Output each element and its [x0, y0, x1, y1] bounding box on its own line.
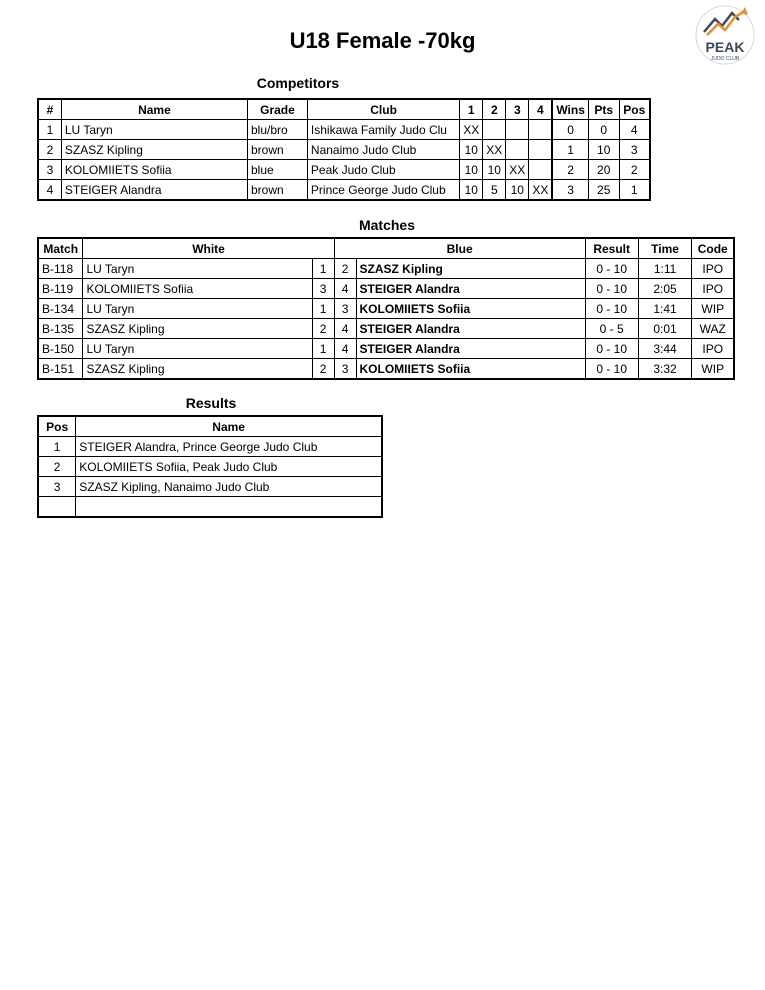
wins-cell: 1 — [552, 140, 588, 160]
score-cell: XX — [529, 180, 553, 201]
table-row — [38, 437, 382, 457]
col-header: Result — [585, 238, 638, 259]
match-id: B-135 — [38, 319, 83, 339]
competitors-table — [37, 98, 651, 201]
col-header: White — [83, 238, 334, 259]
competitors-heading: Competitors — [256, 75, 340, 91]
result-name — [76, 497, 382, 518]
result-position: 2 — [38, 457, 76, 477]
score-cell — [506, 140, 529, 160]
match-time: 3:32 — [638, 359, 692, 380]
result-name: SZASZ Kipling, Nanaimo Judo Club — [76, 477, 382, 497]
results-heading: Results — [185, 395, 237, 411]
col-header: 2 — [483, 99, 506, 120]
position-cell: 3 — [619, 140, 650, 160]
col-header: Pos — [38, 416, 76, 437]
match-result: 0 - 10 — [585, 279, 638, 299]
competitor-number: 4 — [38, 180, 61, 201]
competitor-name: LU Taryn — [61, 120, 247, 140]
white-competitor: SZASZ Kipling — [83, 319, 312, 339]
points-cell: 10 — [588, 140, 619, 160]
table-row — [38, 160, 650, 180]
results-header-row — [38, 416, 382, 437]
wins-cell: 2 — [552, 160, 588, 180]
match-code: IPO — [692, 339, 734, 359]
competitor-number: 1 — [38, 120, 61, 140]
match-result: 0 - 10 — [585, 359, 638, 380]
score-cell: 5 — [483, 180, 506, 201]
col-header: 1 — [460, 99, 483, 120]
col-header: Grade — [248, 99, 308, 120]
match-code: WIP — [692, 299, 734, 319]
col-header: Blue — [334, 238, 585, 259]
competitor-grade: blu/bro — [248, 120, 308, 140]
matches-table — [37, 237, 735, 380]
match-result: 0 - 10 — [585, 299, 638, 319]
blue-competitor: KOLOMIIETS Sofiia — [356, 359, 585, 380]
blue-number: 4 — [334, 279, 356, 299]
score-cell: 10 — [460, 140, 483, 160]
score-cell: XX — [460, 120, 483, 140]
competitor-number: 3 — [38, 160, 61, 180]
match-result: 0 - 5 — [585, 319, 638, 339]
match-time: 3:44 — [638, 339, 692, 359]
table-row — [38, 319, 734, 339]
competitors-header-row — [38, 99, 650, 120]
blue-competitor: SZASZ Kipling — [356, 259, 585, 279]
col-header: 3 — [506, 99, 529, 120]
white-competitor: LU Taryn — [83, 339, 312, 359]
white-number: 2 — [312, 359, 334, 380]
blue-number: 3 — [334, 299, 356, 319]
score-cell: 10 — [483, 160, 506, 180]
blue-competitor: KOLOMIIETS Sofiia — [356, 299, 585, 319]
blue-competitor: STEIGER Alandra — [356, 319, 585, 339]
match-id: B-119 — [38, 279, 83, 299]
table-row — [38, 120, 650, 140]
white-competitor: LU Taryn — [83, 299, 312, 319]
table-row — [38, 339, 734, 359]
table-row — [38, 497, 382, 518]
match-id: B-118 — [38, 259, 83, 279]
points-cell: 20 — [588, 160, 619, 180]
table-row — [38, 299, 734, 319]
matches-heading: Matches — [358, 217, 416, 233]
blue-number: 3 — [334, 359, 356, 380]
white-number: 2 — [312, 319, 334, 339]
score-cell: 10 — [460, 180, 483, 201]
col-header: Time — [638, 238, 692, 259]
white-competitor: LU Taryn — [83, 259, 312, 279]
table-row — [38, 359, 734, 380]
svg-text:PEAK: PEAK — [705, 39, 745, 55]
table-row — [38, 140, 650, 160]
table-row — [38, 180, 650, 201]
score-cell — [529, 120, 553, 140]
table-row — [38, 279, 734, 299]
col-header: Wins — [552, 99, 588, 120]
competitor-club: Ishikawa Family Judo Clu — [307, 120, 459, 140]
col-header: 4 — [529, 99, 553, 120]
match-time: 1:41 — [638, 299, 692, 319]
competitor-grade: brown — [248, 140, 308, 160]
page-title: U18 Female -70kg — [289, 28, 476, 53]
points-cell: 0 — [588, 120, 619, 140]
competitor-grade: blue — [248, 160, 308, 180]
col-header: Name — [61, 99, 247, 120]
blue-number: 2 — [334, 259, 356, 279]
match-code: IPO — [692, 259, 734, 279]
col-header: Club — [307, 99, 459, 120]
match-time: 0:01 — [638, 319, 692, 339]
competitor-grade: brown — [248, 180, 308, 201]
result-position: 1 — [38, 437, 76, 457]
match-id: B-150 — [38, 339, 83, 359]
table-row — [38, 259, 734, 279]
competitor-name: SZASZ Kipling — [61, 140, 247, 160]
blue-number: 4 — [334, 319, 356, 339]
match-result: 0 - 10 — [585, 339, 638, 359]
competitor-club: Prince George Judo Club — [307, 180, 459, 201]
result-name: STEIGER Alandra, Prince George Judo Club — [76, 437, 382, 457]
match-id: B-134 — [38, 299, 83, 319]
white-number: 3 — [312, 279, 334, 299]
match-time: 1:11 — [638, 259, 692, 279]
blue-competitor: STEIGER Alandra — [356, 279, 585, 299]
match-id: B-151 — [38, 359, 83, 380]
match-time: 2:05 — [638, 279, 692, 299]
blue-competitor: STEIGER Alandra — [356, 339, 585, 359]
competitor-name: KOLOMIIETS Sofiia — [61, 160, 247, 180]
score-cell — [506, 120, 529, 140]
result-name: KOLOMIIETS Sofiia, Peak Judo Club — [76, 457, 382, 477]
competitor-name: STEIGER Alandra — [61, 180, 247, 201]
position-cell: 2 — [619, 160, 650, 180]
white-number: 1 — [312, 339, 334, 359]
score-cell: 10 — [506, 180, 529, 201]
position-cell: 1 — [619, 180, 650, 201]
col-header: Pts — [588, 99, 619, 120]
score-cell — [529, 160, 553, 180]
matches-header-row — [38, 238, 734, 259]
peak-judo-club-logo — [695, 2, 755, 68]
white-competitor: SZASZ Kipling — [83, 359, 312, 380]
results-table — [37, 415, 383, 518]
match-code: WAZ — [692, 319, 734, 339]
score-cell: 10 — [460, 160, 483, 180]
col-header: Pos — [619, 99, 650, 120]
position-cell: 4 — [619, 120, 650, 140]
col-header: Match — [38, 238, 83, 259]
white-number: 1 — [312, 299, 334, 319]
result-position — [38, 497, 76, 518]
blue-number: 4 — [334, 339, 356, 359]
wins-cell: 0 — [552, 120, 588, 140]
competitor-club: Nanaimo Judo Club — [307, 140, 459, 160]
svg-text:JUDO CLUB: JUDO CLUB — [710, 56, 740, 62]
match-code: WIP — [692, 359, 734, 380]
competitor-number: 2 — [38, 140, 61, 160]
table-row — [38, 457, 382, 477]
white-number: 1 — [312, 259, 334, 279]
score-cell — [529, 140, 553, 160]
score-cell: XX — [483, 140, 506, 160]
score-cell: XX — [506, 160, 529, 180]
result-position: 3 — [38, 477, 76, 497]
points-cell: 25 — [588, 180, 619, 201]
col-header: Code — [692, 238, 734, 259]
match-code: IPO — [692, 279, 734, 299]
wins-cell: 3 — [552, 180, 588, 201]
competitor-club: Peak Judo Club — [307, 160, 459, 180]
score-cell — [483, 120, 506, 140]
col-header: Name — [76, 416, 382, 437]
match-result: 0 - 10 — [585, 259, 638, 279]
table-row — [38, 477, 382, 497]
white-competitor: KOLOMIIETS Sofiia — [83, 279, 312, 299]
col-header: # — [38, 99, 61, 120]
